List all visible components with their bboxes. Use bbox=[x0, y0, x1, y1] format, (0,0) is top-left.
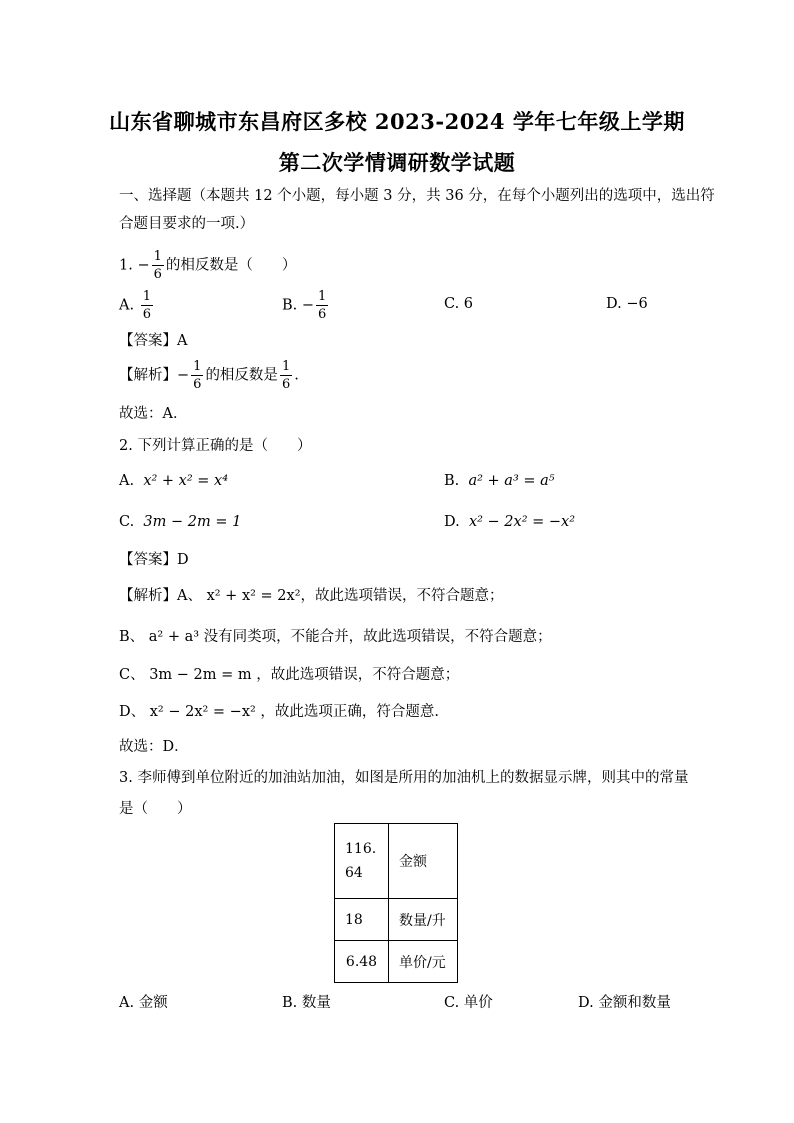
q1-option-d: D. −6 bbox=[606, 296, 648, 312]
q3-option-a: A. 金额 bbox=[119, 995, 168, 1011]
q2-analysis-d: D、 x² − 2x² = −x² ，故此选项正确，符合题意. bbox=[119, 704, 440, 720]
q1-choose: 故选：A． bbox=[119, 406, 188, 422]
q2-option-c: C. 3m − 2m = 1 bbox=[119, 514, 242, 530]
q2-stem: 2. 下列计算正确的是（ ） bbox=[119, 438, 312, 454]
q2-option-b: B. a² + a³ = a⁵ bbox=[444, 473, 555, 489]
q3-stem-line2: 是（ ） bbox=[119, 801, 192, 817]
q1-analysis: 【解析】− $\frac{1}{6}$ 的相反数是 $\frac{1}{6}$ . bbox=[119, 359, 299, 392]
q1-option-c: C. 6 bbox=[444, 296, 474, 312]
q1-fraction: $\frac{1}{6}$ bbox=[153, 249, 162, 282]
q1-stem bbox=[119, 248, 296, 283]
q2-option-a: A. x² + x² = x⁴ bbox=[119, 473, 229, 489]
quantity-label: 数量/升 bbox=[389, 899, 458, 941]
q3-option-c: C. 单价 bbox=[444, 995, 493, 1011]
table-row bbox=[335, 899, 458, 941]
q2-analysis-a: 【解析】A、 x² + x² = 2x²，故此选项错误，不符合题意； bbox=[119, 588, 504, 604]
q1-number: 1. bbox=[119, 257, 133, 274]
q2-choose: 故选：D． bbox=[119, 739, 189, 755]
q1-option-b: B. − $\frac{1}{6}$ bbox=[282, 289, 327, 322]
q3-stem-line1: 3. 李师傅到单位附近的加油站加油，如图是所用的加油机上的数据显示牌，则其中的常量 bbox=[119, 770, 689, 786]
q2-analysis-c: C、 3m − 2m = m ，故此选项错误，不符合题意； bbox=[119, 667, 460, 683]
section-intro-line1: 一、选择题（本题共 12 个小题，每小题 3 分，共 36 分，在每个小题列出的选项中，选出符 bbox=[119, 188, 715, 204]
quantity-value: 18 bbox=[335, 899, 389, 941]
q1-answer: 【答案】A bbox=[119, 333, 188, 349]
q3-option-d: D. 金额和数量 bbox=[578, 995, 671, 1011]
table-row bbox=[335, 941, 458, 983]
section-intro-line2: 合题目要求的一项.） bbox=[119, 216, 255, 232]
page-title-line1: 山东省聊城市东昌府区多校 2023-2024 学年七年级上学期 bbox=[109, 109, 685, 134]
q1-option-a: A. $\frac{1}{6}$ bbox=[119, 289, 151, 322]
q2-answer: 【答案】D bbox=[119, 552, 189, 568]
q1-minus: − bbox=[137, 257, 150, 274]
price-value: 6.48 bbox=[335, 941, 389, 983]
page-title-line2: 第二次学情调研数学试题 bbox=[278, 150, 516, 175]
q2-option-d: D. x² − 2x² = −x² bbox=[444, 514, 576, 530]
q2-analysis-b: B、 a² + a³ 没有同类项，不能合并，故此选项错误，不符合题意； bbox=[119, 629, 552, 645]
q1-stem-text: 的相反数是（ ） bbox=[165, 257, 297, 274]
fuel-pump-display-table bbox=[334, 823, 458, 983]
price-label: 单价/元 bbox=[389, 941, 458, 983]
amount-value: 116.64 bbox=[335, 824, 389, 899]
amount-label: 金额 bbox=[389, 824, 458, 899]
table-row bbox=[335, 824, 458, 899]
q3-option-b: B. 数量 bbox=[282, 995, 331, 1011]
